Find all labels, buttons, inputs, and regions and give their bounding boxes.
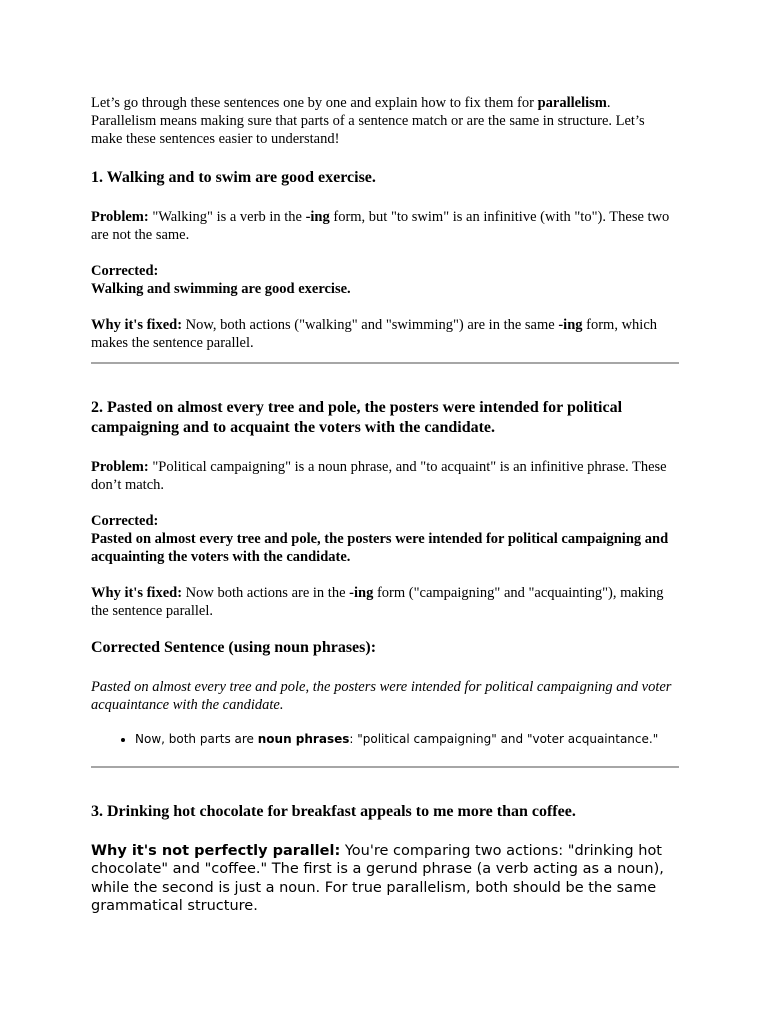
corrected-sentence: Pasted on almost every tree and pole, the posters were intended for political campaigning and acquainting the voters with the candidate.	[91, 531, 669, 565]
why-not-parallel-label: Why it's not perfectly parallel:	[91, 843, 341, 859]
why-fixed-label: Why it's fixed:	[91, 585, 183, 601]
section-3-heading: 3. Drinking hot chocolate for breakfast appeals to me more than coffee.	[91, 803, 576, 820]
section-2-corrected	[91, 512, 679, 566]
section-divider	[91, 766, 679, 768]
section-1-problem: Problem: "Walking" is a verb in the -ing form, but "to swim" is an infinitive (with "to"). These two are not the same.	[91, 209, 670, 243]
section-2-why-fixed: Why it's fixed: Now both actions are in the -ing form ("campaigning" and "acquainting"), making the sentence parallel.	[91, 585, 664, 619]
intro-paragraph: Let’s go through these sentences one by one and explain how to fix them for parallelism. Parallelism means making sure that parts of a sentence match or are the same in structure. Let’s make these sentences easier to understand!	[91, 95, 645, 147]
corrected-label: Corrected:	[91, 513, 159, 529]
problem-label: Problem:	[91, 209, 149, 225]
section-divider	[91, 362, 679, 364]
corrected-label: Corrected:	[91, 263, 159, 279]
section-2-heading: 2. Pasted on almost every tree and pole, the posters were intended for political campaigning and to acquaint the voters with the candidate.	[91, 399, 623, 436]
section-1-why-fixed: Why it's fixed: Now, both actions ("walking" and "swimming") are in the same -ing form, which makes the sentence parallel.	[91, 317, 658, 351]
bullet-list	[91, 730, 679, 748]
section-3-why-not-parallel: Why it's not perfectly parallel: You're comparing two actions: "drinking hot chocolate" and "coffee." The first is a gerund phrase (a verb acting as a noun), while the second is just a noun. For true parallelism, both should be the same grammatical structure.	[91, 843, 664, 914]
section-2-problem: Problem: "Political campaigning" is a noun phrase, and "to acquaint" is an infinitive phrase. These don’t match.	[91, 459, 667, 493]
section-1-heading: 1. Walking and to swim are good exercise.	[91, 169, 376, 186]
list-item: • Now, both parts are noun phrases: "political campaigning" and "voter acquaintance."	[135, 730, 679, 748]
noun-phrases-heading: Corrected Sentence (using noun phrases):	[91, 639, 377, 656]
noun-phrases-sentence: Pasted on almost every tree and pole, the posters were intended for political campaigning and voter acquaintance with the candidate.	[91, 679, 672, 713]
document-page	[91, 94, 679, 915]
corrected-sentence: Walking and swimming are good exercise.	[91, 281, 351, 297]
problem-label: Problem:	[91, 459, 149, 475]
section-1-corrected	[91, 262, 679, 298]
why-fixed-label: Why it's fixed:	[91, 317, 183, 333]
intro-bold-term: parallelism	[537, 95, 607, 111]
